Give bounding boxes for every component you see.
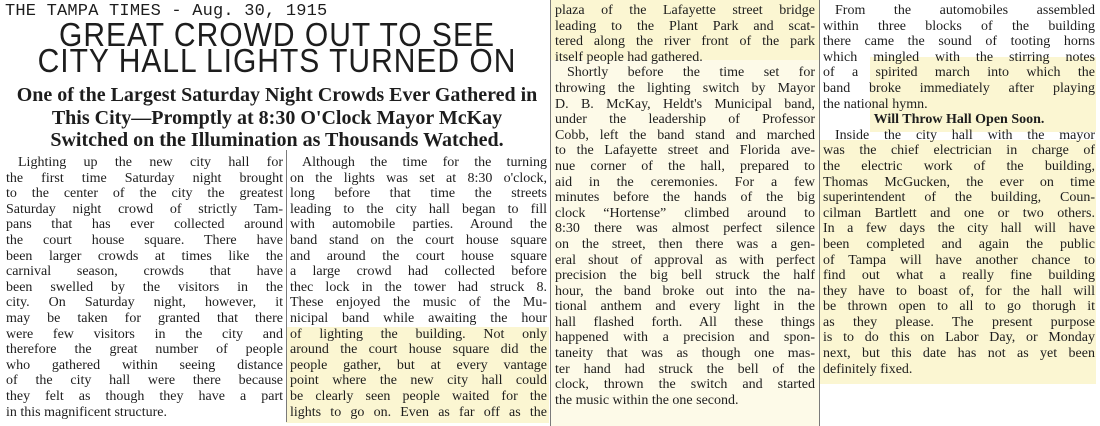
article-text-line: superintendent of the building, Coun- bbox=[823, 190, 1095, 206]
headline-line-1: GREAT CROWD OUT TO SEE bbox=[59, 16, 495, 54]
article-column-1 bbox=[6, 155, 283, 420]
article-text-line: In a few days the city hall will have bbox=[823, 221, 1095, 237]
article-text-line: minutes before the hands of the big bbox=[555, 190, 815, 206]
article-text-line: These enjoyed the music of the Mu- bbox=[290, 295, 547, 311]
article-text-line: point where the new city hall could bbox=[290, 373, 547, 389]
article-text-line: 8:30 there was almost perfect silence bbox=[555, 221, 815, 237]
article-text-line: clock, thrown the switch and started bbox=[555, 377, 815, 393]
article-text-line: next, but this date has not as yet been bbox=[823, 346, 1095, 362]
article-column-2 bbox=[290, 155, 547, 420]
article-text-line: nicipal band while awaiting the hour bbox=[290, 310, 547, 326]
article-text-line: city. On Saturday night, however, it bbox=[6, 295, 283, 311]
article-text-line: Thomas McGucken, the ever on time bbox=[823, 174, 1095, 190]
headline-line-2: CITY HALL LIGHTS TURNED ON bbox=[37, 42, 517, 80]
article-text-line: with automobile parties. Around the bbox=[290, 217, 547, 233]
article-text-line: precision the big bell struck the half bbox=[555, 268, 815, 284]
article-text-line: tional anthem and every light in the bbox=[555, 299, 815, 315]
article-text-line: the first time Saturday night brought bbox=[6, 170, 283, 186]
article-text-line: taneity that was as though one mas- bbox=[555, 346, 815, 362]
article-text-line: long before that time the streets bbox=[290, 186, 547, 202]
column-rule bbox=[286, 150, 287, 422]
article-text-line: therefore the great number of people bbox=[6, 342, 283, 358]
article-text-line: as they please. The present purpose bbox=[823, 314, 1095, 330]
article-text-line: under the leadership of Professor bbox=[555, 112, 815, 128]
column-rule bbox=[819, 0, 820, 426]
article-text-line: lights to go on. Even as far off as the bbox=[290, 404, 547, 420]
subheadline-line: Switched on the Illumination as Thousands Watched. bbox=[50, 129, 504, 151]
article-text-line: hour, the band broke out into the na- bbox=[555, 283, 815, 299]
article-text-line: tered along the river front of the park bbox=[555, 34, 815, 50]
article-text-line: people gather, but at every vantage bbox=[290, 357, 547, 373]
article-text-line: there came the sound of tooting horns bbox=[823, 34, 1095, 50]
article-text-line: From the automobiles assembled bbox=[835, 3, 1095, 18]
article-text-line: of a spirited march into which the bbox=[823, 65, 1095, 81]
article-text-line: of Tampa will have another chance to bbox=[823, 252, 1095, 268]
article-text-line: carnival season, crowds that have bbox=[6, 264, 283, 280]
article-text-line: on the lights was set at 8:30 o'clock, bbox=[290, 170, 547, 186]
article-text-line: nue corner of the hall, prepared to bbox=[555, 158, 815, 174]
article-text-line: were few visitors in the city and bbox=[6, 326, 283, 342]
subheadline-line: This City—Promptly at 8:30 O'Clock Mayor McKay bbox=[51, 106, 503, 129]
article-text-line: ter hand had struck the bell of the bbox=[555, 361, 815, 377]
article-text-line: definitely fixed. bbox=[823, 361, 913, 377]
article-text-line: Lighting up the new city hall for bbox=[18, 155, 283, 170]
article-text-line: they have to boast of, for the hall will bbox=[823, 283, 1095, 299]
article-text-line: leading to the Plant Park and scat- bbox=[555, 18, 815, 34]
article-column-3 bbox=[555, 3, 815, 408]
article-text-line: to the Lafayette street and Florida ave- bbox=[555, 143, 815, 159]
article-text-line: the court house square. There have bbox=[6, 232, 283, 248]
article-text-line: clock “Hortense” climbed around to bbox=[555, 205, 815, 221]
article-text-line: of the city hall were there because bbox=[6, 373, 283, 389]
dateline: THE TAMPA TIMES - Aug. 30, 1915 bbox=[5, 2, 328, 21]
article-text-line: hall flashed forth. All these things bbox=[555, 314, 815, 330]
article-text-line: the music within the one second. bbox=[555, 392, 739, 408]
article-text-line: Although the time for the turning bbox=[302, 155, 547, 170]
article-text-line: who gathered within seeing distance bbox=[6, 357, 283, 373]
subheadline-line: One of the Largest Saturday Night Crowds Ever Gathered in bbox=[16, 84, 538, 106]
article-text-line: D. B. McKay, Heldt's Municipal band, bbox=[555, 96, 815, 112]
article-text-line: be thrown open to all to go thorugh it bbox=[823, 299, 1095, 315]
article-text-line: been larger crowds at times like the bbox=[6, 248, 283, 264]
article-text-line: find out what a really fine building bbox=[823, 268, 1095, 284]
article-text-line: Saturday night crowd of strictly Tam- bbox=[6, 201, 283, 217]
article-text-line: leading to the city hall began to fill bbox=[290, 201, 547, 217]
article-text-line: within three blocks of the building bbox=[823, 18, 1095, 34]
article-text-line: of lighting the building. Not only bbox=[290, 326, 547, 342]
article-text-line: been swelled by the visitors in the bbox=[6, 279, 283, 295]
article-text-line: Cobb, left the band stand and marched bbox=[555, 127, 815, 143]
article-text-line: to the center of the city the greatest bbox=[6, 186, 283, 202]
article-text-line: is to do this on Labor Day, or Monday bbox=[823, 330, 1095, 346]
article-text-line: Inside the city hall with the mayor bbox=[835, 127, 1095, 143]
subheadline bbox=[4, 84, 550, 152]
article-text-line: around the court house square did the bbox=[290, 342, 547, 358]
article-text-line: the national hymn. bbox=[823, 96, 928, 112]
article-text-line: on the street, then there was a gen- bbox=[555, 236, 815, 252]
article-text-line: thec lock in the tower had struck 8. bbox=[290, 279, 547, 295]
article-text-line: aid in the ceremonies. For a few bbox=[555, 174, 815, 190]
article-text-line: and around the court house square bbox=[290, 248, 547, 264]
article-text-line: in this magnificent structure. bbox=[6, 404, 167, 420]
article-text-line: they felt as though they have a part bbox=[6, 388, 283, 404]
section-subheading: Will Throw Hall Open Soon. bbox=[873, 112, 1045, 128]
article-text-line: eral shout of approval as with perfect bbox=[555, 252, 815, 268]
article-text-line: the electric work of the building, bbox=[823, 158, 1095, 174]
article-text-line: throwing the lighting switch by Mayor bbox=[555, 80, 815, 96]
article-text-line: band stand on the court house square bbox=[290, 232, 547, 248]
article-text-line: be clearly seen people waited for the bbox=[290, 388, 547, 404]
article-text-line: was the chief electrician in charge of bbox=[823, 143, 1095, 159]
article-text-line: which mingled with the stirring notes bbox=[823, 49, 1095, 65]
article-text-line: been completed and again the public bbox=[823, 236, 1095, 252]
article-text-line: a large crowd had collected before bbox=[290, 264, 547, 280]
article-text-line: band broke immediately after playing bbox=[823, 80, 1095, 96]
article-text-line: pans that has ever collected around bbox=[6, 217, 283, 233]
article-text-line: Shortly before the time set for bbox=[567, 65, 815, 81]
article-text-line: plaza of the Lafayette street bridge bbox=[555, 3, 815, 18]
article-text-line: may be taken for granted that there bbox=[6, 310, 283, 326]
article-text-line: itself people had gathered. bbox=[555, 49, 703, 65]
article-text-line: happened with a precision and spon- bbox=[555, 330, 815, 346]
article-column-4 bbox=[823, 3, 1095, 377]
column-rule bbox=[550, 0, 551, 426]
article-text-line: cilman Bartlett and one or two others. bbox=[823, 205, 1095, 221]
